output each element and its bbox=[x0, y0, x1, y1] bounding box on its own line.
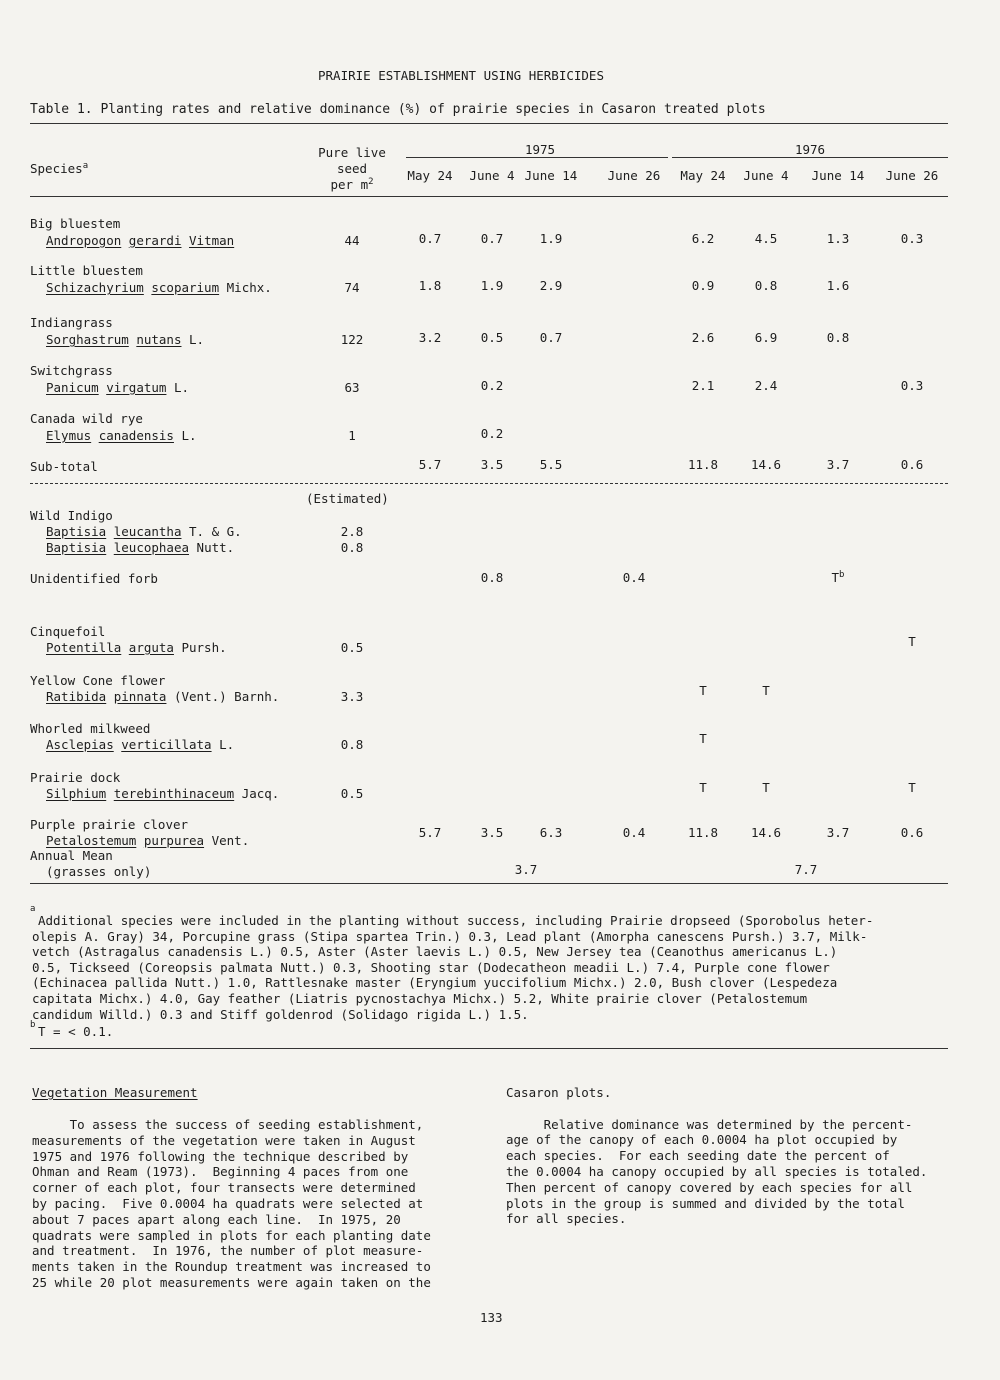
forb-common-name: Purple prairie clover bbox=[30, 817, 189, 832]
subtotal-value: 11.8 bbox=[687, 457, 719, 472]
subtotal-value: 3.7 bbox=[826, 457, 850, 472]
pls-value: 1 bbox=[348, 428, 356, 443]
scientific-name-part: virgatum bbox=[106, 380, 167, 395]
scientific-name-part: verticillata bbox=[121, 737, 212, 752]
dominance-value: 1.3 bbox=[826, 231, 850, 246]
dominance-value: 1.9 bbox=[539, 231, 563, 246]
pls-value: 63 bbox=[344, 380, 360, 395]
right-column-line: Casaron plots. bbox=[506, 1085, 612, 1100]
species-scientific-name bbox=[46, 332, 204, 347]
species-common-name: Big bluestem bbox=[30, 216, 121, 231]
scientific-name-part: nutans bbox=[136, 332, 182, 347]
right-column-line: each species. For each seeding date the percent of bbox=[506, 1148, 890, 1164]
dominance-value: 0.5 bbox=[480, 330, 504, 345]
pls-header-1: Pure live bbox=[318, 145, 386, 160]
author-name: Michx. bbox=[226, 280, 272, 295]
table-caption: Table 1. Planting rates and relative dominance (%) of prairie species in Casaron treated plots bbox=[30, 102, 766, 117]
scientific-name-part: terebinthinaceum bbox=[113, 786, 235, 801]
dominance-value: 1.8 bbox=[418, 278, 442, 293]
scientific-name-part: Panicum bbox=[46, 380, 99, 395]
pls-value: 2.8 bbox=[340, 524, 364, 539]
forb-common-name: Cinquefoil bbox=[30, 624, 106, 639]
right-column-line: Then percent of canopy covered by each species for all bbox=[506, 1179, 913, 1195]
forb-scientific-name bbox=[46, 833, 249, 848]
species-header: Species$^a$ bbox=[30, 160, 89, 176]
dominance-value: T bbox=[699, 731, 707, 746]
table-top-rule bbox=[30, 123, 948, 124]
footnote-a-line: (Echinacea pallida Nutt.) 1.0, Rattlesnake master (Eryngium yuccifolium Michx.) 2.0, Bush clover (Lespedeza bbox=[32, 975, 838, 991]
dominance-value: 0.4 bbox=[622, 825, 646, 840]
author-name: L. bbox=[189, 332, 205, 347]
year-1975-rule bbox=[406, 157, 668, 158]
left-column-line: 25 while 20 plot measurements were again taken on the bbox=[32, 1275, 431, 1290]
author-name: Jacq. bbox=[241, 786, 280, 801]
forb-common-name: Whorled milkweed bbox=[30, 721, 151, 736]
species-common-name: Little bluestem bbox=[30, 263, 143, 278]
pls-value: 44 bbox=[344, 233, 360, 248]
footnote-a-line: 0.5, Tickseed (Coreopsis palmata Nutt.) 0.3, Shooting star (Dodecatheon meadii L.) 7.4, Purple cone flower bbox=[32, 959, 830, 975]
dominance-value: 6.3 bbox=[539, 825, 563, 840]
scientific-name-part: scoparium bbox=[151, 280, 220, 295]
scientific-name-part: leucantha bbox=[113, 524, 182, 539]
pls-value: 0.5 bbox=[340, 640, 364, 655]
pls-value: 0.8 bbox=[340, 540, 364, 555]
dominance-value: 14.6 bbox=[750, 825, 782, 840]
page-number: 133 bbox=[480, 1310, 503, 1325]
author-name: (Vent.) Barnh. bbox=[173, 689, 280, 704]
footnote-a-line: Additional species were included in the planting without success, including Prairie dropseed (Sporobolus heter- bbox=[38, 913, 874, 928]
author-name: Vent. bbox=[211, 833, 250, 848]
dominance-value: 2.1 bbox=[691, 378, 715, 393]
scientific-name-part: Potentilla bbox=[46, 640, 122, 655]
left-column-line: corner of each plot, four transects were determined bbox=[32, 1180, 416, 1196]
scientific-name-part: Ratibida bbox=[46, 689, 107, 704]
scientific-name-part: leucophaea bbox=[113, 540, 190, 555]
annual-mean-label: Annual Mean bbox=[30, 848, 113, 863]
scientific-name-part: purpurea bbox=[143, 833, 205, 848]
right-column-line: the 0.0004 ha canopy occupied by all species is totaled. bbox=[506, 1164, 928, 1179]
dominance-value: T bbox=[908, 780, 916, 795]
scientific-name-part: Schizachyrium bbox=[46, 280, 144, 295]
forb-scientific-name bbox=[46, 524, 242, 539]
scientific-name-part: pinnata bbox=[113, 689, 167, 704]
right-column-line: Relative dominance was determined by the percent- bbox=[506, 1116, 913, 1132]
author-name: Pursh. bbox=[181, 640, 227, 655]
pls-value: 122 bbox=[340, 332, 364, 347]
footnote-bottom-rule bbox=[30, 1048, 948, 1049]
date-header: June 4 bbox=[743, 168, 789, 183]
dominance-value: 1.6 bbox=[826, 278, 850, 293]
dominance-value: 0.2 bbox=[480, 378, 504, 393]
dominance-value: 0.7 bbox=[539, 330, 563, 345]
footnote-a-line: vetch (Astragalus canadensis L.) 0.5, Aster (Aster laevis L.) 0.5, New Jersey tea (Ceanothus americanus L.) bbox=[32, 944, 838, 960]
dominance-value: T bbox=[762, 780, 770, 795]
footnote-ref: b bbox=[839, 569, 845, 580]
author-name: Nutt. bbox=[196, 540, 235, 555]
forb-common-name: Wild Indigo bbox=[30, 508, 113, 523]
forb-common-name: Yellow Cone flower bbox=[30, 673, 166, 688]
left-column-line: To assess the success of seeding establishment, bbox=[32, 1117, 424, 1132]
dominance-value: 0.3 bbox=[900, 378, 924, 393]
dominance-value: 6.2 bbox=[691, 231, 715, 246]
footnote-a-mark: a bbox=[30, 904, 36, 914]
date-header: June 26 bbox=[885, 168, 939, 183]
species-scientific-name bbox=[46, 428, 197, 443]
pls-header-2: seed bbox=[336, 161, 368, 176]
species-common-name: Canada wild rye bbox=[30, 411, 143, 426]
scientific-name-part: Sorghastrum bbox=[46, 332, 129, 347]
forb-scientific-name bbox=[46, 640, 227, 655]
scientific-name-part: Asclepias bbox=[46, 737, 114, 752]
left-column-line: measurements of the vegetation were taken in August bbox=[32, 1132, 416, 1148]
scientific-name-part: Baptisia bbox=[46, 540, 107, 555]
header-bottom-rule bbox=[30, 196, 948, 197]
section-heading: Vegetation Measurement bbox=[32, 1085, 198, 1100]
date-header: May 24 bbox=[680, 168, 726, 183]
estimated-label: (Estimated) bbox=[306, 491, 389, 506]
scientific-name-part: arguta bbox=[128, 640, 174, 655]
pls-header-3: per $m^2$ bbox=[330, 176, 374, 192]
dominance-value: 0.8 bbox=[826, 330, 850, 345]
year-1976: 1976 bbox=[794, 142, 826, 157]
scientific-name-part: Elymus bbox=[46, 428, 92, 443]
species-scientific-name bbox=[46, 380, 189, 395]
footnote-b: T = < 0.1. bbox=[38, 1024, 114, 1039]
pls-value: 0.5 bbox=[340, 786, 364, 801]
pls-value: 0.8 bbox=[340, 737, 364, 752]
dominance-value: 6.9 bbox=[754, 330, 778, 345]
dominance-value: 0.8 bbox=[754, 278, 778, 293]
footnote-b-mark: b bbox=[30, 1020, 36, 1030]
scientific-name-part: Baptisia bbox=[46, 524, 107, 539]
dominance-value: 2.4 bbox=[754, 378, 778, 393]
dominance-value: 0.6 bbox=[900, 825, 924, 840]
left-column-line: by pacing. Five 0.0004 ha quadrats were selected at bbox=[32, 1196, 424, 1211]
year-1975: 1975 bbox=[524, 142, 556, 157]
dominance-value: 0.3 bbox=[900, 231, 924, 246]
author-name: L. bbox=[181, 428, 197, 443]
forb-scientific-name bbox=[46, 737, 234, 752]
dominance-value: 2.6 bbox=[691, 330, 715, 345]
date-header: June 4 bbox=[469, 168, 515, 183]
forb-common-name: Unidentified forb bbox=[30, 571, 158, 586]
table-bottom-rule bbox=[30, 883, 948, 884]
author-name: L. bbox=[219, 737, 235, 752]
date-header: June 14 bbox=[524, 168, 578, 183]
species-scientific-name bbox=[46, 233, 234, 248]
subtotal-value: 3.5 bbox=[480, 457, 504, 472]
right-column-line: plots in the group is summed and divided by the total bbox=[506, 1195, 905, 1211]
left-column-line: ments taken in the Roundup treatment was increased to bbox=[32, 1259, 431, 1275]
dominance-value: 0.7 bbox=[480, 231, 504, 246]
annual-mean-sublabel: (grasses only) bbox=[46, 864, 152, 879]
author-name: L. bbox=[173, 380, 190, 395]
subtotal-dashed-rule bbox=[30, 483, 948, 484]
scientific-name-part: Andropogon bbox=[46, 233, 122, 248]
forb-scientific-name bbox=[46, 786, 279, 801]
dominance-value: 3.5 bbox=[480, 825, 504, 840]
left-column-line: and treatment. In 1976, the number of plot measure- bbox=[32, 1243, 424, 1259]
dominance-value: T bbox=[908, 634, 916, 649]
dominance-value: T bbox=[699, 780, 707, 795]
dominance-value: 2.9 bbox=[539, 278, 563, 293]
dominance-value: 5.7 bbox=[418, 825, 442, 840]
scientific-name-part: Silphium bbox=[46, 786, 107, 801]
page-title: PRAIRIE ESTABLISHMENT USING HERBICIDES bbox=[318, 68, 604, 83]
annual-mean-1976: 7.7 bbox=[794, 862, 818, 877]
species-common-name: Indiangrass bbox=[30, 315, 113, 330]
dominance-value: $T^b$ bbox=[831, 569, 845, 585]
left-column-line: 1975 and 1976 following the technique described by bbox=[32, 1148, 409, 1164]
forb-scientific-name bbox=[46, 689, 279, 704]
scientific-name-part: Petalostemum bbox=[46, 833, 137, 848]
forb-common-name: Prairie dock bbox=[30, 770, 121, 785]
dominance-value: 0.4 bbox=[622, 570, 646, 585]
pls-value: 74 bbox=[344, 280, 360, 295]
footnote-a-line: capitata Michx.) 4.0, Gay feather (Liatris pycnostachya Michx.) 5.2, White prairie clover (Petalostemum bbox=[32, 991, 808, 1006]
scientific-name-part: canadensis bbox=[98, 428, 174, 443]
dominance-value: 4.5 bbox=[754, 231, 778, 246]
dominance-value: T bbox=[699, 683, 707, 698]
subtotal-value: 14.6 bbox=[750, 457, 782, 472]
dominance-value: 1.9 bbox=[480, 278, 504, 293]
dominance-value: 0.8 bbox=[480, 570, 504, 585]
left-column-line: about 7 paces apart along each line. In 1975, 20 bbox=[32, 1211, 401, 1227]
date-header: May 24 bbox=[407, 168, 453, 183]
subtotal-value: 5.5 bbox=[539, 457, 563, 472]
date-header: June 14 bbox=[811, 168, 865, 183]
subtotal-value: 0.6 bbox=[900, 457, 924, 472]
subtotal-label: Sub-total bbox=[30, 459, 98, 474]
footnote-a-line: olepis A. Gray) 34, Porcupine grass (Stipa spartea Trin.) 0.3, Lead plant (Amorpha canescens Pursh.) 3.7, Milk- bbox=[32, 928, 868, 944]
footnote-a-line: candidum Willd.) 0.3 and Stiff goldenrod (Solidago rigida L.) 1.5. bbox=[32, 1006, 529, 1022]
dominance-value: 0.9 bbox=[691, 278, 715, 293]
left-column-line: Ohman and Ream (1973). Beginning 4 paces from one bbox=[32, 1164, 409, 1180]
species-scientific-name bbox=[46, 280, 272, 295]
annual-mean-1975: 3.7 bbox=[514, 862, 538, 877]
dominance-value: 3.7 bbox=[826, 825, 850, 840]
pls-value: 3.3 bbox=[340, 689, 364, 704]
right-column-line: for all species. bbox=[506, 1211, 627, 1227]
species-common-name: Switchgrass bbox=[30, 363, 113, 378]
author-name: Vitman bbox=[189, 233, 235, 248]
dominance-value: 3.2 bbox=[418, 330, 442, 345]
scientific-name-part: gerardi bbox=[128, 233, 182, 248]
dominance-value: T bbox=[762, 683, 770, 698]
author-name: T. & G. bbox=[189, 524, 242, 539]
forb-scientific-name bbox=[46, 540, 234, 555]
date-header: June 26 bbox=[607, 168, 661, 183]
dominance-value: 0.7 bbox=[418, 231, 442, 246]
left-column-line: quadrats were sampled in plots for each planting date bbox=[32, 1227, 431, 1243]
year-1976-rule bbox=[672, 157, 948, 158]
right-column-line: age of the canopy of each 0.0004 ha plot occupied by bbox=[506, 1132, 898, 1148]
dominance-value: 0.2 bbox=[480, 426, 504, 441]
subtotal-value: 5.7 bbox=[418, 457, 442, 472]
dominance-value: 11.8 bbox=[687, 825, 719, 840]
